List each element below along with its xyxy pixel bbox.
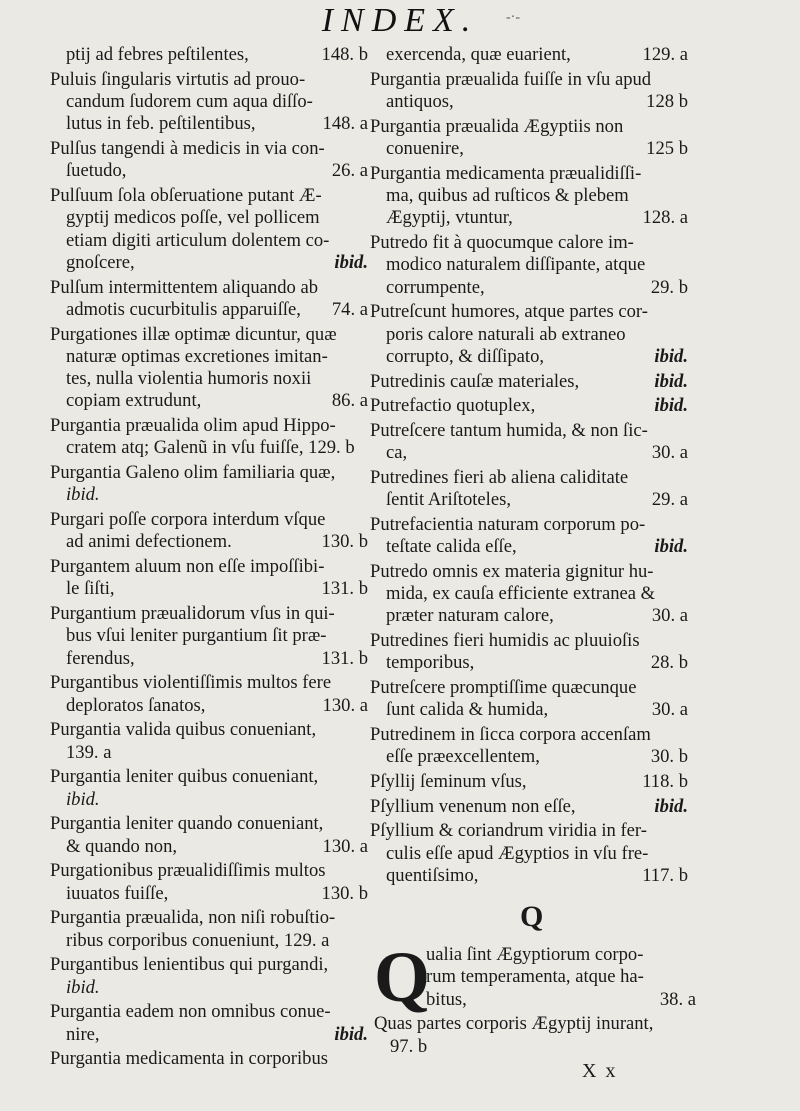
entry-line: bus vſui leniter purgantium ſit præ- (66, 625, 327, 647)
signature-mark: X x (582, 1060, 618, 1082)
index-entry (370, 395, 688, 417)
page-reference: 125 b (646, 137, 688, 159)
entry-line: Pulſuum ſola obſeruatione putant Æ- (50, 184, 322, 206)
index-entry (50, 556, 368, 601)
page-reference: 28. b (650, 652, 688, 674)
header-ornament: -·- (506, 10, 520, 25)
entry-line: Putredines fieri humidis ac pluuioſis (370, 630, 640, 652)
entry-line: conuenire, (386, 137, 464, 159)
index-entry (370, 301, 688, 368)
entry-line: Putrefactio quotuplex, (370, 395, 536, 417)
page-reference: 131. b (321, 647, 368, 669)
page-reference: 130. a (322, 835, 368, 857)
entry-line: quentiſsimo, (386, 865, 479, 887)
index-entry (50, 324, 368, 413)
page-reference: 26. a (331, 160, 368, 182)
index-entry (370, 116, 688, 161)
entry-line: naturæ optimas excretiones imitan- (66, 345, 328, 367)
q-section-entries (374, 937, 696, 1060)
dropcap-q: Q (374, 937, 431, 1017)
entry-line: eſſe præexcellentem, (386, 746, 540, 768)
index-entry (374, 1013, 696, 1058)
entry-line: Purgantia medicamenta præualidiſſi- (370, 162, 642, 184)
entry-line: corrumpente, (386, 276, 485, 298)
entry-line: culis eſſe apud Ægyptios in vſu fre- (386, 842, 649, 864)
entry-line: Putredines fieri ab aliena caliditate (370, 466, 629, 488)
index-entry (370, 724, 688, 769)
entry-line: ribus corporibus conueniunt, 129. a (66, 929, 330, 951)
page-reference: 30. a (651, 699, 688, 721)
index-entry (50, 138, 368, 183)
index-entry (370, 677, 688, 722)
page-reference: 128 b (646, 90, 688, 112)
entry-line: Putreſcunt humores, atque partes cor- (370, 301, 648, 323)
entry-line: Purgantium præualidorum vſus in qui- (50, 603, 335, 625)
index-entry (50, 462, 368, 507)
entry-line: Purgantia Galeno olim familiaria quæ, (50, 462, 336, 484)
entry-line: tes, nulla violentia humoris noxii (66, 368, 312, 390)
entry-line: Pulſus tangendi à medicis in via con- (50, 137, 325, 159)
page-reference: 130. b (321, 882, 368, 904)
index-entry (50, 860, 368, 905)
entry-line: Purgantia præualida, non niſi robuſtio- (50, 907, 336, 929)
page-reference: 130. b (321, 531, 368, 553)
entry-line: cratem atq; Galenũ in vſu fuiſſe, 129. b (66, 437, 355, 459)
entry-line: Pſyllij ſeminum vſus, (370, 771, 527, 793)
page-reference: 30. a (651, 442, 688, 464)
page-reference: ibid. (654, 395, 688, 417)
entry-line: ibid. (66, 788, 100, 810)
entry-line: ibid. (66, 976, 100, 998)
page-reference: 74. a (331, 298, 368, 320)
page-reference: 148. b (321, 44, 368, 65)
index-entry (370, 820, 688, 887)
index-entry (50, 1048, 368, 1070)
page-reference: 130. a (322, 694, 368, 716)
entry-line: Pſyllium & coriandrum viridia in fer- (370, 820, 647, 842)
entry-line: antiquos, (386, 90, 454, 112)
entry-line: Purgari poſſe corpora interdum vſque (50, 509, 326, 531)
entry-line: exercenda, quæ euarient, (386, 44, 571, 65)
entry-line: Putrefacientia naturam corporum po- (370, 513, 646, 535)
entry-line: Purgantia eadem non omnibus conue- (50, 1001, 331, 1023)
entry-line: Purgantia leniter quibus conueniant, (50, 766, 319, 788)
index-entry (370, 561, 688, 628)
index-entry (370, 232, 688, 299)
page-reference: 30. a (651, 605, 688, 627)
entry-line: præter naturam calore, (386, 605, 554, 627)
entry-line: Purgantia leniter quando conueniant, (50, 813, 324, 835)
entry-line: ſunt calida & humida, (386, 699, 549, 721)
entry-line: copiam extrudunt, (66, 390, 202, 412)
entry-line: ma, quibus ad ruſticos & plebem (386, 184, 629, 206)
index-entry (50, 277, 368, 322)
entry-line: candum ſudorem cum aqua diſſo- (66, 90, 313, 112)
page-reference: 38. a (659, 988, 696, 1010)
entry-line: Puluis ſingularis virtutis ad prouo- (50, 68, 306, 90)
right-index-column (370, 44, 688, 890)
entry-line: iuuatos fuiſſe, (66, 882, 169, 904)
index-entry (370, 771, 688, 793)
entry-line: Purgantibus lenientibus qui purgandi, (50, 954, 329, 976)
page-reference: 131. b (321, 578, 368, 600)
index-entry (50, 603, 368, 670)
index-entry (50, 509, 368, 554)
index-entry (370, 44, 688, 66)
entry-line: teſtate calida eſſe, (386, 536, 517, 558)
page-reference: 86. a (331, 390, 368, 412)
entry-line: nire, (66, 1023, 100, 1045)
entry-line: ferendus, (66, 647, 135, 669)
entry-line: ad animi defectionem. (66, 531, 232, 553)
entry-line: Putreſcere tantum humida, & non ſic- (370, 419, 648, 441)
entry-line: gyptij medicos poſſe, vel pollicem (66, 207, 320, 229)
entry-line: corrupto, & diſſipato, (386, 345, 545, 367)
entry-line: Purgantia præualida olim apud Hippo- (50, 415, 336, 437)
entry-line: Ægyptij, vtuntur, (386, 207, 513, 229)
index-entry (50, 719, 368, 764)
entry-line: rum temperamenta, atque ha- (426, 966, 644, 988)
entry-line: Purgantia medicamenta in corporibus (50, 1048, 328, 1070)
entry-line: Purgationes illæ optimæ dicuntur, quæ (50, 323, 337, 345)
page-reference: 29. b (650, 276, 688, 298)
entry-line: Pſyllium venenum non eſſe, (370, 795, 576, 817)
entry-line: Quas partes corporis Ægyptij inurant, (374, 1013, 654, 1035)
entry-line: gnoſcere, (66, 251, 135, 273)
entry-line: mida, ex cauſa efficiente extranea & (386, 583, 656, 605)
entry-line: 139. a (66, 741, 112, 763)
index-entry (50, 185, 368, 274)
entry-line: 97. b (390, 1035, 428, 1057)
page-reference: ibid. (654, 345, 688, 367)
page-reference: 148. a (322, 113, 368, 135)
index-entry (50, 813, 368, 858)
index-entry (50, 415, 368, 460)
index-entry (50, 766, 368, 811)
index-entry (374, 937, 696, 1017)
entry-line: etiam digiti articulum dolentem co- (66, 229, 330, 251)
entry-line: Purgantem aluum non eſſe impoſſibi- (50, 556, 325, 578)
index-entry (370, 630, 688, 675)
index-entry (370, 69, 688, 114)
page-reference: ibid. (654, 795, 688, 817)
entry-line: Putredo omnis ex materia gignitur hu- (370, 560, 654, 582)
page-reference: 30. b (650, 746, 688, 768)
entry-line: ca, (386, 442, 408, 464)
index-entry (370, 420, 688, 465)
index-entry (50, 907, 368, 952)
page-reference: ibid. (334, 1023, 368, 1045)
page-reference: ibid. (334, 251, 368, 273)
page-reference: 118. b (642, 771, 688, 793)
entry-line: modico naturalem diſſipante, atque (386, 254, 646, 276)
entry-line: ſuetudo, (66, 160, 127, 182)
entry-line: Purgantia præualida fuiſſe in vſu apud (370, 68, 652, 90)
entry-line: ibid. (66, 484, 100, 506)
entry-line: Purgationibus præualidiſſimis multos (50, 860, 326, 882)
section-letter-q: Q (520, 900, 546, 933)
index-entry (50, 1001, 368, 1046)
page-header (0, 0, 800, 46)
entry-line: poris calore naturali ab extraneo (386, 323, 626, 345)
page-reference: ibid. (654, 536, 688, 558)
index-entry (370, 514, 688, 559)
entry-line: lutus in feb. peſtilentibus, (66, 113, 256, 135)
entry-line: ſentit Ariſtoteles, (386, 489, 511, 511)
entry-line: Purgantia præualida Ægyptiis non (370, 115, 624, 137)
index-title: INDEX. (321, 2, 479, 39)
index-entry (50, 69, 368, 136)
index-entry (370, 796, 688, 818)
index-entry (370, 467, 688, 512)
entry-line: Putredinem in ſicca corpora accenſam (370, 724, 651, 746)
page-reference: ibid. (654, 370, 688, 392)
index-entry (50, 672, 368, 717)
index-entry (50, 44, 368, 66)
entry-line: Putreſcere promptiſſime quæcunque (370, 677, 637, 699)
entry-line: admotis cucurbitulis apparuiſſe, (66, 298, 301, 320)
entry-line: Putredinis cauſæ materiales, (370, 370, 580, 392)
index-entry (370, 371, 688, 393)
page-reference: 29. a (651, 489, 688, 511)
entry-line: ptij ad febres peſtilentes, (66, 44, 249, 65)
left-index-column (50, 44, 368, 1073)
entry-line: Pulſum intermittentem aliquando ab (50, 276, 319, 298)
entry-line: deploratos ſanatos, (66, 694, 206, 716)
entry-line: Purgantibus violentiſſimis multos fere (50, 672, 332, 694)
entry-line: temporibus, (386, 652, 475, 674)
index-entry (370, 163, 688, 230)
page-reference: 117. b (642, 865, 688, 887)
index-entry (50, 954, 368, 999)
entry-line: le ſiſti, (66, 578, 115, 600)
entry-line: & quando non, (66, 835, 178, 857)
entry-line: Purgantia valida quibus conueniant, (50, 719, 317, 741)
page-reference: 129. a (642, 44, 688, 65)
page-reference: 128. a (642, 207, 688, 229)
entry-line: Putredo fit à quocumque calore im- (370, 231, 634, 253)
entry-line: bitus, (426, 988, 467, 1010)
entry-line: ualia ſint Ægyptiorum corpo- (426, 944, 644, 965)
